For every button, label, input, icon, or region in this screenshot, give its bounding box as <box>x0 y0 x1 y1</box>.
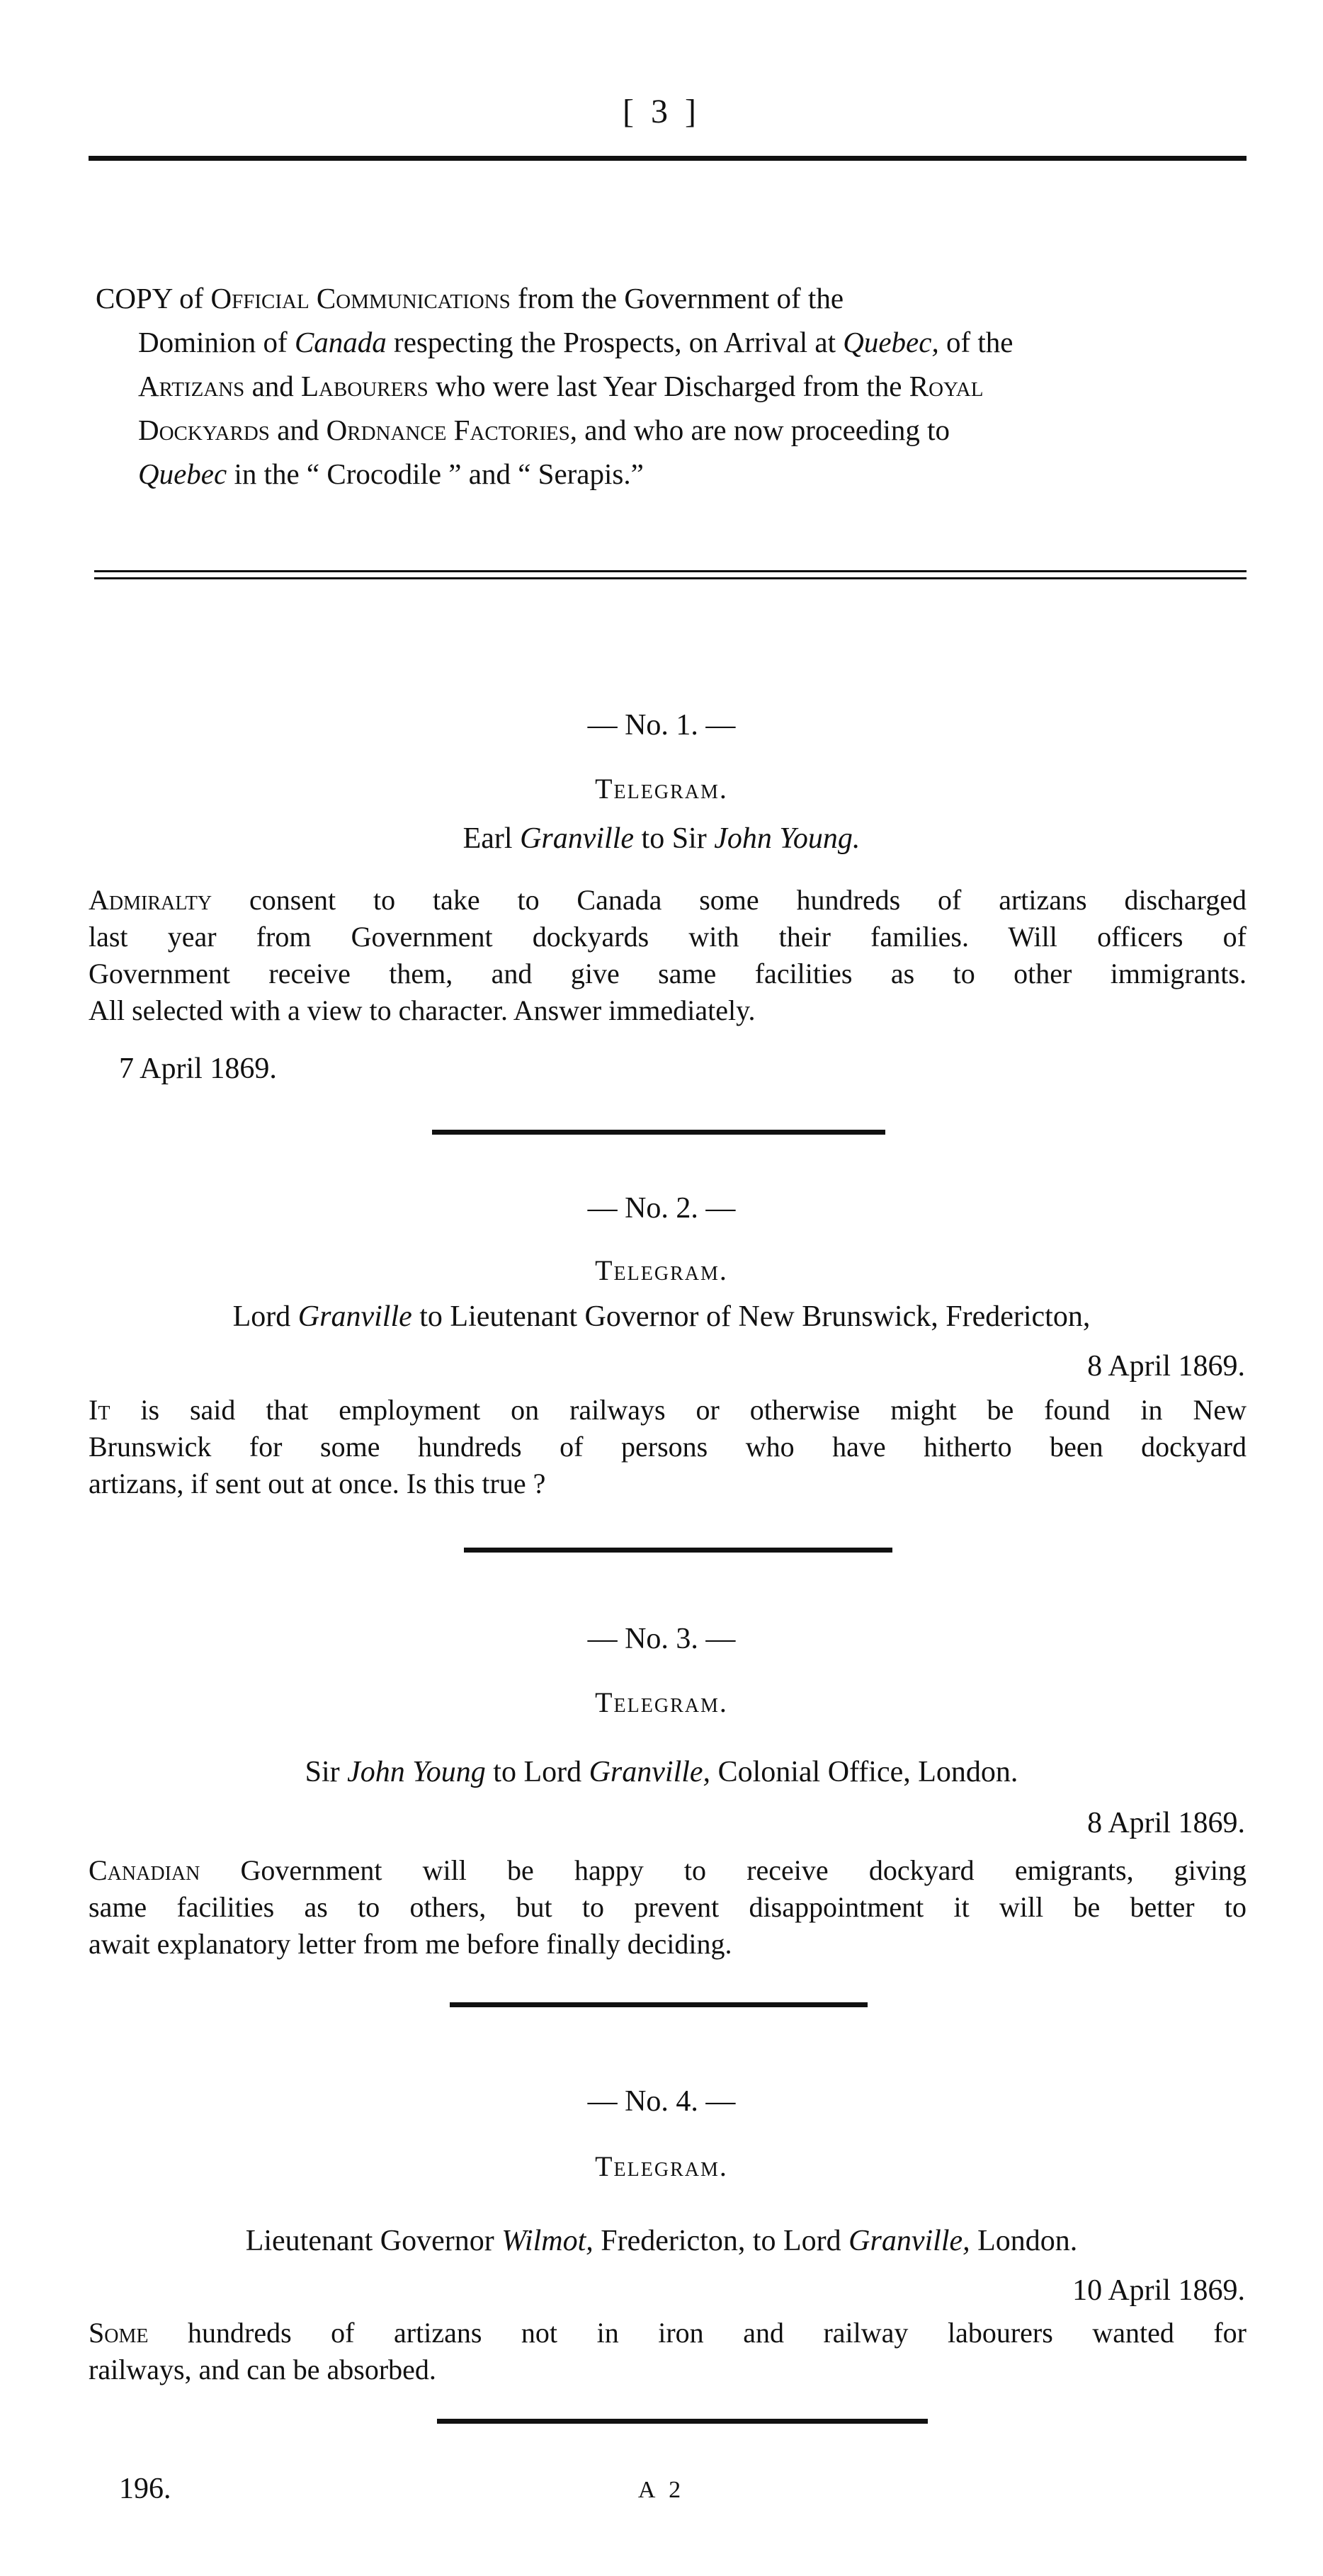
body-line <box>89 2315 1247 2351</box>
sender-line <box>0 1755 1323 1789</box>
section-divider <box>450 2002 868 2007</box>
heading-run: COPY of <box>96 282 211 314</box>
heading-run: Labourers <box>301 370 428 402</box>
body-run: same facilities as to others, but to prevent disappointment it will be better to <box>89 1891 1247 1923</box>
body-line <box>89 1926 1247 1963</box>
telegram-label: Telegram. <box>595 1254 728 1286</box>
heading-line <box>96 320 1243 364</box>
telegram-label: Telegram. <box>595 773 728 805</box>
heading-run: Royal <box>909 370 984 402</box>
sender-run: Lieutenant Governor <box>245 2225 502 2257</box>
body-line <box>89 955 1247 992</box>
heading-run: who were last Year Discharged from the <box>428 370 909 402</box>
telegram-label: Telegram. <box>595 2150 728 2182</box>
body-run: Canadian <box>89 1854 200 1886</box>
body-run: Brunswick for some hundreds of persons who have hitherto been dockyard <box>89 1431 1247 1463</box>
sender-run: Granville <box>297 1300 412 1333</box>
date-right: 10 April 1869. <box>1072 2274 1245 2307</box>
body-line <box>89 1392 1247 1429</box>
body-line <box>89 882 1247 919</box>
date-right: 8 April 1869. <box>1087 1350 1245 1383</box>
sender-run: Granville <box>520 822 635 855</box>
body-line <box>89 1889 1247 1926</box>
heading-line <box>96 452 1243 496</box>
sender-run: John Young. <box>714 822 861 855</box>
heading-run: Quebec <box>138 458 227 490</box>
heading-run: of the <box>938 326 1013 358</box>
body-line <box>89 992 1247 1029</box>
body-run: It <box>89 1394 110 1426</box>
body-run: last year from Government dockyards with their families. Will officers of <box>89 921 1247 953</box>
heading-line <box>96 364 1243 408</box>
sender-run: Granville, <box>848 2225 970 2257</box>
section-number: — No. 1. — <box>587 709 736 742</box>
sender-run: Earl <box>462 822 521 855</box>
section-divider <box>432 1130 885 1135</box>
sender-run: Fredericton, to Lord <box>593 2225 849 2257</box>
body-run: is said that employment on railways or otherwise might be found in New <box>110 1394 1247 1426</box>
sender-line <box>0 822 1323 856</box>
heading-line <box>96 408 1243 452</box>
telegram-body <box>89 1852 1247 1963</box>
sender-line <box>0 1300 1323 1334</box>
body-line <box>89 919 1247 955</box>
section-number: — No. 3. — <box>587 1623 736 1655</box>
body-run: Government will be happy to receive dockyard emigrants, giving <box>200 1854 1247 1886</box>
sender-run: Sir <box>305 1756 348 1788</box>
body-run: Some <box>89 2317 149 2349</box>
date-left: 7 April 1869. <box>119 1052 277 1085</box>
sender-run: to Lord <box>485 1756 589 1788</box>
sender-run: Colonial Office, London. <box>710 1756 1018 1788</box>
heading-line <box>96 276 1243 320</box>
double-rule-upper <box>94 570 1247 572</box>
body-run: Admiralty <box>89 884 212 916</box>
heading-run: Official Communications <box>210 282 511 314</box>
body-run: await explanatory letter from me before finally deciding. <box>89 1928 732 1960</box>
body-line <box>89 2351 1247 2388</box>
body-line <box>89 1429 1247 1465</box>
heading-run: Canada <box>294 326 387 358</box>
sender-line <box>0 2224 1323 2258</box>
sender-run: to Lieutenant Governor of New Brunswick, Fredericton, <box>411 1300 1091 1333</box>
sender-run: London. <box>970 2225 1078 2257</box>
section-number: — No. 2. — <box>587 1192 736 1225</box>
body-run: Government receive them, and give same facilities as to other immigrants. <box>89 958 1247 989</box>
page-number: [ 3 ] <box>623 93 700 130</box>
body-run: artizans, if sent out at once. Is this true ? <box>89 1468 546 1499</box>
body-run: All selected with a view to character. Answer immediately. <box>89 994 756 1026</box>
telegram-body <box>89 1392 1247 1502</box>
heading-run: Dominion of <box>138 326 295 358</box>
sender-run: Lord <box>232 1300 298 1333</box>
heading-run: and <box>269 414 327 446</box>
document-heading <box>96 276 1243 496</box>
footer-number: 196. <box>119 2473 171 2505</box>
body-run: railways, and can be absorbed. <box>89 2354 436 2385</box>
section-divider <box>464 1548 892 1553</box>
footer-signature: A 2 <box>637 2477 686 2503</box>
body-line <box>89 1852 1247 1889</box>
heading-run: Ordnance Factories, <box>326 414 577 446</box>
sender-run: John Young <box>347 1756 486 1788</box>
sender-run: to Sir <box>634 822 715 855</box>
telegram-body <box>89 882 1247 1029</box>
heading-run: Dockyards <box>138 414 270 446</box>
heading-run: Quebec, <box>843 326 939 358</box>
heading-run: in the “ Crocodile ” and “ Serapis.” <box>227 458 644 490</box>
sender-run: Wilmot, <box>501 2225 594 2257</box>
heading-run: and who are now proceeding to <box>577 414 950 446</box>
body-run: hundreds of artizans not in iron and railway labourers wanted for <box>148 2317 1247 2349</box>
section-number: — No. 4. — <box>587 2085 736 2118</box>
heading-run: Artizans <box>138 370 245 402</box>
telegram-body <box>89 2315 1247 2388</box>
sender-run: Granville, <box>589 1756 711 1788</box>
section-divider <box>437 2419 928 2424</box>
double-rule-lower <box>94 577 1247 579</box>
body-line <box>89 1465 1247 1502</box>
heading-run: from the Government of the <box>510 282 844 314</box>
date-right: 8 April 1869. <box>1087 1807 1245 1839</box>
heading-run: respecting the Prospects, on Arrival at <box>386 326 844 358</box>
telegram-label: Telegram. <box>595 1686 728 1718</box>
body-run: consent to take to Canada some hundreds of artizans discharged <box>212 884 1247 916</box>
top-rule <box>89 156 1247 161</box>
heading-run: and <box>244 370 302 402</box>
